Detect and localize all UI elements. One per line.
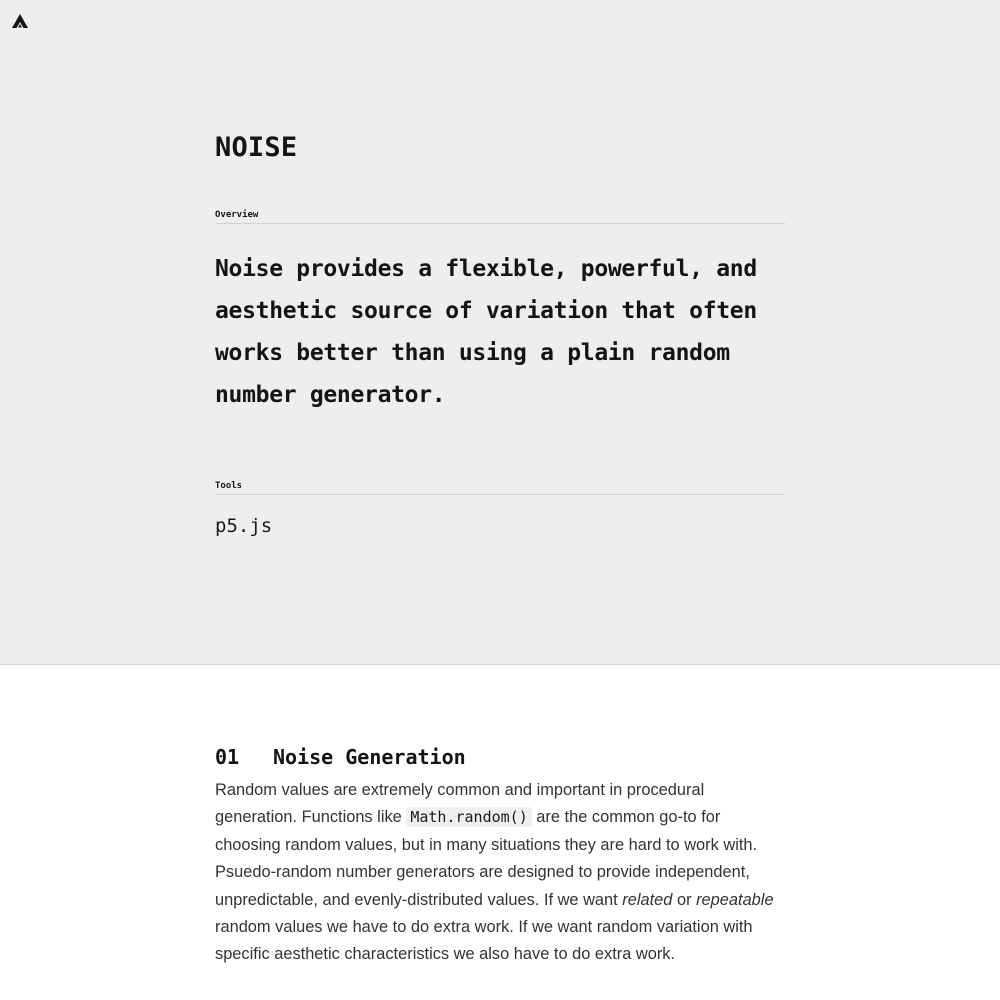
section-title: Noise Generation (273, 745, 466, 769)
body-text-part: are the common go-to for choosing random values, but in many situations they are hard to work with. Psuedo-random number generators are designed to provide independent, unpredictable, and evenly-distributed values. If we want (215, 808, 758, 909)
body-text-part: or (672, 890, 697, 909)
section-number: 01 (215, 745, 240, 769)
tools-label: Tools (215, 480, 785, 495)
emphasis-text: repeatable (696, 890, 774, 909)
section-body-text (215, 777, 790, 969)
triangle-logo-icon[interactable] (11, 13, 29, 29)
body-text-part: random values we have to do extra work. If we want random variation with specific aesthetic characteristics we also have to do extra work. (215, 918, 753, 964)
emphasis-text: related (622, 890, 673, 909)
body-text-part: Random values are extremely common and important in procedural generation. Functions like (215, 781, 705, 827)
overview-label: Overview (215, 209, 785, 224)
inline-code: Math.random() (406, 807, 531, 827)
section-heading-noise-generation (215, 742, 466, 772)
tools-value: p5.js (215, 515, 273, 537)
page-title: NOISE (215, 132, 298, 163)
overview-text: Noise provides a flexible, powerful, and aesthetic source of variation that often works better than using a plain random number generator. (215, 256, 757, 408)
